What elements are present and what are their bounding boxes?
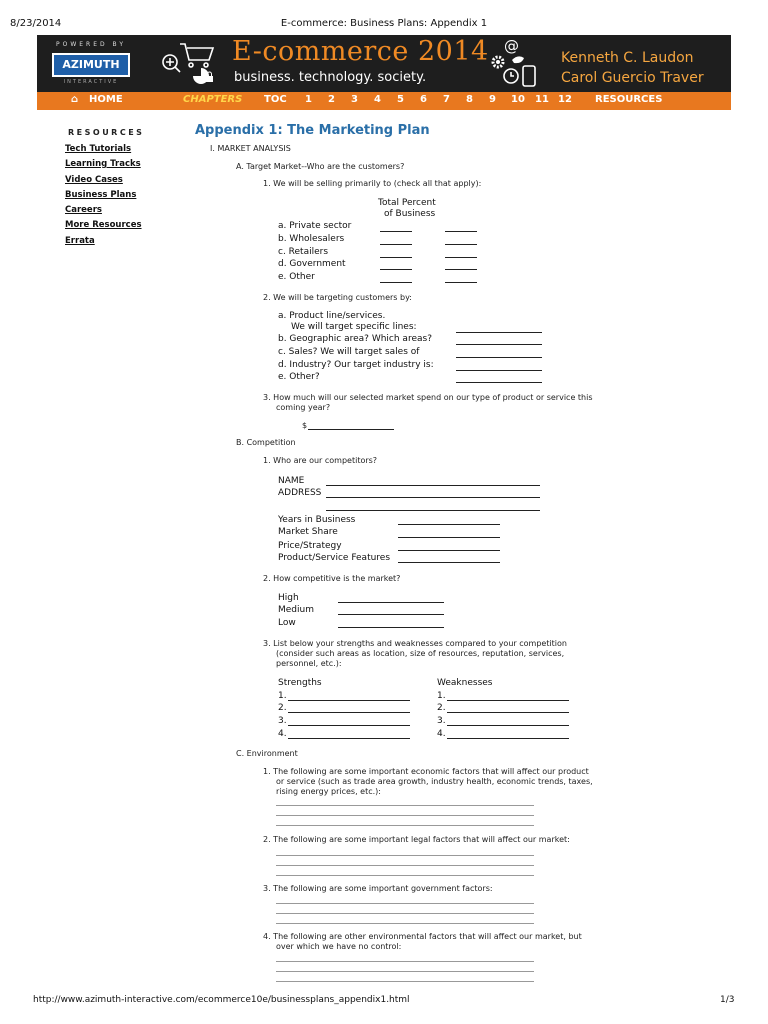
weakness-num-2: 2. bbox=[437, 703, 446, 713]
print-date: 8/23/2014 bbox=[10, 18, 62, 29]
powered-by-label: POWERED BY bbox=[55, 41, 126, 48]
blank-line[interactable] bbox=[276, 875, 534, 876]
blank-line[interactable] bbox=[456, 344, 542, 345]
sidebar-link-video-cases[interactable]: Video Cases bbox=[65, 175, 123, 185]
blank-line[interactable] bbox=[338, 614, 444, 615]
address-label: ADDRESS bbox=[278, 488, 322, 498]
blank-line[interactable] bbox=[276, 923, 534, 924]
section-market-analysis: I. MARKET ANALYSIS bbox=[210, 144, 291, 153]
page-title: Appendix 1: The Marketing Plan bbox=[195, 123, 430, 138]
banner-title: E-commerce 2014 bbox=[232, 36, 489, 67]
blank-line[interactable] bbox=[276, 903, 534, 904]
price-strategy-label: Price/Strategy bbox=[278, 541, 342, 551]
blank-line[interactable] bbox=[398, 550, 500, 551]
strengths-question-3: personnel, etc.): bbox=[276, 659, 342, 668]
targeting-question: 2. We will be targeting customers by: bbox=[263, 293, 412, 302]
nav-chapter-4[interactable]: 4 bbox=[374, 94, 381, 105]
competitive-question: 2. How competitive is the market? bbox=[263, 574, 401, 583]
level-high: High bbox=[278, 593, 299, 603]
banner-tagline: business. technology. society. bbox=[234, 70, 427, 85]
weakness-num-1: 1. bbox=[437, 691, 446, 701]
target-geographic: b. Geographic area? Which areas? bbox=[278, 334, 432, 344]
nav-bar bbox=[37, 92, 731, 110]
sidebar-link-tech-tutorials[interactable]: Tech Tutorials bbox=[65, 144, 132, 154]
blank-line[interactable] bbox=[447, 725, 569, 726]
ecommerce-icons bbox=[160, 38, 222, 88]
competitors-question: 1. Who are our competitors? bbox=[263, 456, 378, 465]
nav-chapter-10[interactable]: 10 bbox=[511, 94, 525, 105]
blank-line[interactable] bbox=[338, 627, 444, 628]
blank-line[interactable] bbox=[276, 913, 534, 914]
blank-line[interactable] bbox=[445, 231, 477, 232]
nav-chapter-8[interactable]: 8 bbox=[466, 94, 473, 105]
economic-factors-3: rising energy prices, etc.): bbox=[276, 787, 381, 796]
blank-line[interactable] bbox=[326, 510, 540, 511]
print-title: E-commerce: Business Plans: Appendix 1 bbox=[280, 18, 488, 29]
blank-line[interactable] bbox=[398, 537, 500, 538]
blank-line[interactable] bbox=[447, 712, 569, 713]
market-spend-question-1: 3. How much will our selected market spend on our type of product or service this bbox=[263, 393, 593, 402]
nav-home[interactable]: HOME bbox=[89, 94, 123, 105]
azimuth-logo[interactable] bbox=[42, 41, 140, 89]
name-label: NAME bbox=[278, 476, 305, 486]
home-icon[interactable]: ⌂ bbox=[71, 94, 79, 105]
nav-toc[interactable]: TOC bbox=[264, 94, 287, 105]
blank-line[interactable] bbox=[276, 815, 534, 816]
level-medium: Medium bbox=[278, 605, 314, 615]
tech-icons bbox=[490, 38, 550, 88]
author-2: Carol Guercio Traver bbox=[561, 70, 704, 86]
level-low: Low bbox=[278, 618, 296, 628]
of-business-header: of Business bbox=[384, 209, 436, 219]
blank-line[interactable] bbox=[398, 524, 500, 525]
other-factors-1: 4. The following are other environmental factors that will affect our market, but bbox=[263, 932, 582, 941]
blank-line[interactable] bbox=[445, 244, 477, 245]
twitter-icon bbox=[512, 56, 524, 63]
blank-line[interactable] bbox=[276, 981, 534, 982]
market-share-label: Market Share bbox=[278, 527, 338, 537]
competition-heading: B. Competition bbox=[236, 438, 296, 447]
blank-line[interactable] bbox=[276, 805, 534, 806]
nav-chapter-9[interactable]: 9 bbox=[489, 94, 496, 105]
blank-line[interactable] bbox=[326, 497, 540, 498]
sidebar-link-more-resources[interactable]: More Resources bbox=[65, 220, 142, 230]
cart-icon bbox=[180, 44, 213, 67]
option-retailers: c. Retailers bbox=[278, 247, 329, 257]
blank-line[interactable] bbox=[445, 282, 477, 283]
blank-line[interactable] bbox=[380, 282, 412, 283]
blank-line[interactable] bbox=[276, 855, 534, 856]
sidebar-link-careers[interactable]: Careers bbox=[65, 205, 102, 215]
option-private-sector: a. Private sector bbox=[278, 221, 352, 231]
author-1: Kenneth C. Laudon bbox=[561, 50, 694, 66]
lock-icon bbox=[206, 72, 213, 82]
nav-chapter-3[interactable]: 3 bbox=[351, 94, 358, 105]
clock-icon bbox=[504, 69, 518, 83]
strength-num-3: 3. bbox=[278, 716, 287, 726]
selling-question: 1. We will be selling primarily to (check all that apply): bbox=[263, 179, 482, 188]
weaknesses-header: Weaknesses bbox=[437, 678, 493, 688]
economic-factors-1: 1. The following are some important economic factors that will affect our product bbox=[263, 767, 589, 776]
blank-line[interactable] bbox=[445, 257, 477, 258]
government-factors: 3. The following are some important government factors: bbox=[263, 884, 493, 893]
sidebar-heading: RESOURCES bbox=[68, 128, 145, 137]
blank-line[interactable] bbox=[380, 269, 412, 270]
target-sales: c. Sales? We will target sales of bbox=[278, 347, 420, 357]
years-in-business-label: Years in Business bbox=[278, 515, 356, 525]
strengths-header: Strengths bbox=[278, 678, 322, 688]
blank-line[interactable] bbox=[380, 244, 412, 245]
nav-chapter-2[interactable]: 2 bbox=[328, 94, 335, 105]
azimuth-sub-label: INTERACTIVE bbox=[63, 79, 119, 85]
nav-chapter-6[interactable]: 6 bbox=[420, 94, 427, 105]
option-wholesalers: b. Wholesalers bbox=[278, 234, 345, 244]
blank-line[interactable] bbox=[447, 738, 569, 739]
target-specific-lines: We will target specific lines: bbox=[291, 322, 417, 332]
blank-line[interactable] bbox=[456, 332, 542, 333]
sidebar-link-business-plans[interactable]: Business Plans bbox=[65, 190, 137, 200]
gear-icon bbox=[493, 57, 503, 67]
other-factors-2: over which we have no control: bbox=[276, 942, 402, 951]
blank-line[interactable] bbox=[338, 602, 444, 603]
magnify-icon bbox=[163, 55, 180, 72]
phone-icon bbox=[523, 66, 535, 86]
strength-num-4: 4. bbox=[278, 729, 287, 739]
nav-chapter-1[interactable]: 1 bbox=[305, 94, 312, 105]
weakness-num-3: 3. bbox=[437, 716, 446, 726]
blank-line[interactable] bbox=[398, 562, 500, 563]
nav-chapter-11[interactable]: 11 bbox=[535, 94, 549, 105]
azimuth-logo-text: AZIMUTH bbox=[52, 53, 130, 77]
market-spend-question-2: coming year? bbox=[276, 403, 331, 412]
blank-line[interactable] bbox=[308, 429, 394, 430]
option-government: d. Government bbox=[278, 259, 346, 269]
nav-chapter-5[interactable]: 5 bbox=[397, 94, 404, 105]
strength-num-1: 1. bbox=[278, 691, 287, 701]
target-market-heading: A. Target Market--Who are the customers? bbox=[236, 162, 405, 171]
blank-line[interactable] bbox=[276, 961, 534, 962]
target-product-line: a. Product line/services. bbox=[278, 311, 386, 321]
blank-line[interactable] bbox=[456, 357, 542, 358]
weakness-num-4: 4. bbox=[437, 729, 446, 739]
blank-line[interactable] bbox=[276, 971, 534, 972]
blank-line[interactable] bbox=[456, 382, 542, 383]
blank-line[interactable] bbox=[445, 269, 477, 270]
blank-line[interactable] bbox=[456, 370, 542, 371]
strength-num-2: 2. bbox=[278, 703, 287, 713]
total-percent-header: Total Percent bbox=[378, 198, 436, 208]
page-number: 1/3 bbox=[720, 995, 735, 1005]
sidebar-link-errata[interactable]: Errata bbox=[65, 236, 95, 246]
product-features-label: Product/Service Features bbox=[278, 553, 391, 563]
blank-line[interactable] bbox=[288, 712, 410, 713]
blank-line[interactable] bbox=[288, 700, 410, 701]
option-other: e. Other bbox=[278, 272, 315, 282]
dollar-sign: $ bbox=[302, 421, 308, 430]
blank-line[interactable] bbox=[288, 725, 410, 726]
target-industry: d. Industry? Our target industry is: bbox=[278, 360, 434, 370]
blank-line[interactable] bbox=[276, 825, 534, 826]
strengths-question-2: (consider such areas as location, size of resources, reputation, services, bbox=[276, 649, 565, 658]
nav-resources[interactable]: RESOURCES bbox=[595, 94, 663, 105]
environment-heading: C. Environment bbox=[236, 749, 298, 758]
nav-chapter-12[interactable]: 12 bbox=[558, 94, 572, 105]
blank-line[interactable] bbox=[276, 865, 534, 866]
at-icon: @ bbox=[504, 38, 519, 55]
blank-line[interactable] bbox=[326, 485, 540, 486]
target-other: e. Other? bbox=[278, 372, 320, 382]
nav-chapters[interactable]: CHAPTERS bbox=[183, 94, 243, 105]
nav-chapter-7[interactable]: 7 bbox=[443, 94, 450, 105]
footer-url[interactable]: http://www.azimuth-interactive.com/ecommerce10e/businessplans_appendix1.html bbox=[33, 995, 410, 1005]
blank-line[interactable] bbox=[380, 231, 412, 232]
blank-line[interactable] bbox=[288, 738, 410, 739]
blank-line[interactable] bbox=[380, 257, 412, 258]
strengths-question-1: 3. List below your strengths and weaknesses compared to your competition bbox=[263, 639, 567, 648]
blank-line[interactable] bbox=[447, 700, 569, 701]
economic-factors-2: or service (such as trade area growth, industry health, economic trends, taxes, bbox=[276, 777, 593, 786]
legal-factors: 2. The following are some important legal factors that will affect our market: bbox=[263, 835, 570, 844]
sidebar-link-learning-tracks[interactable]: Learning Tracks bbox=[65, 159, 141, 169]
banner-authors bbox=[561, 48, 704, 88]
